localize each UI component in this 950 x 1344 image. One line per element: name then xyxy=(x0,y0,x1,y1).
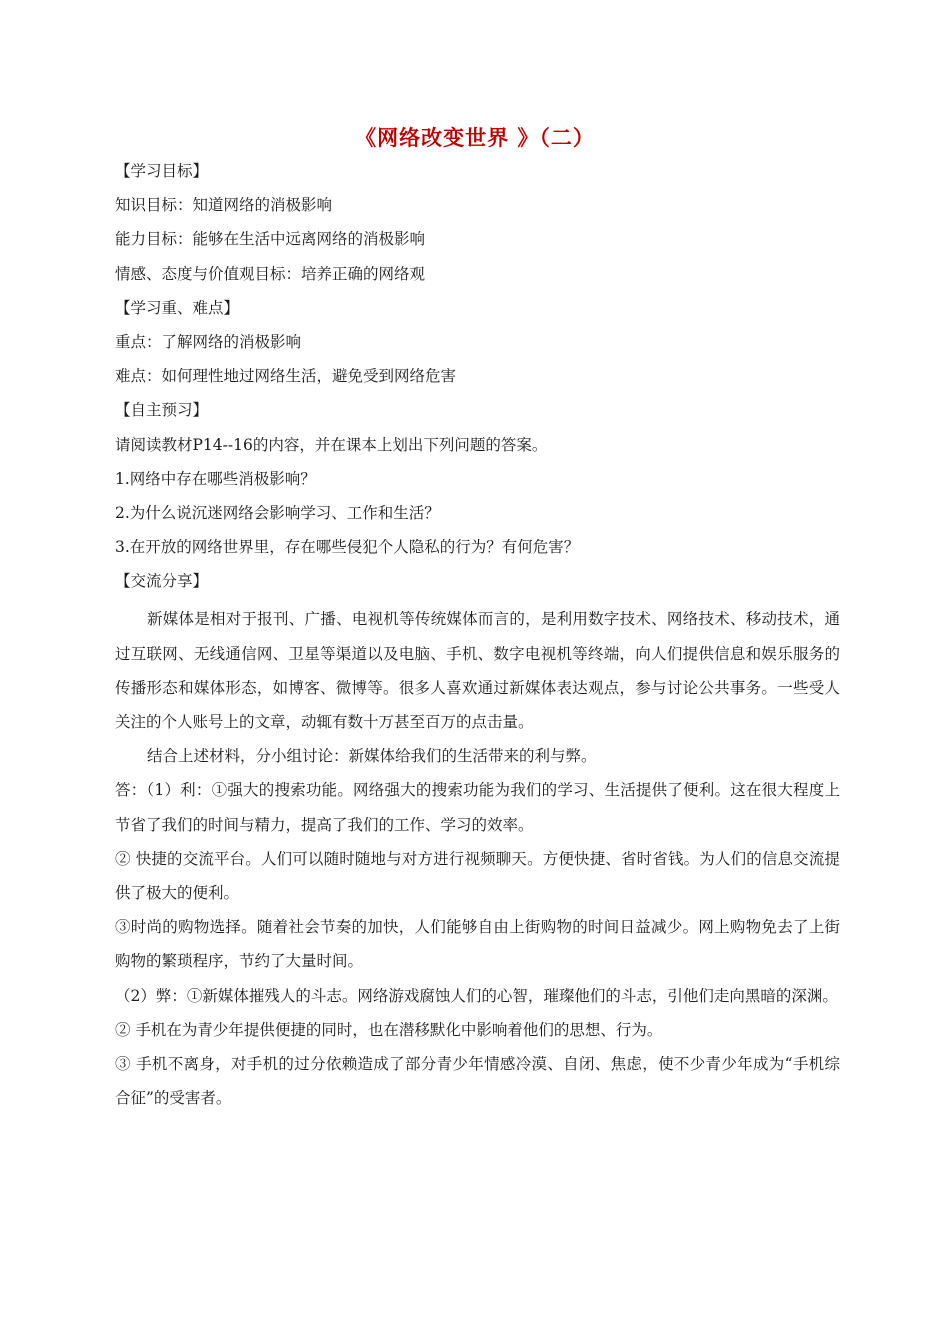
material-paragraph: 新媒体是相对于报刊、广播、电视机等传统媒体而言的，是利用数字技术、网络技术、移动技术，通过互联网、无线通信网、卫星等渠道以及电脑、手机、数字电视机等终端，向人们提供信息和娱乐服务的传播形态和媒体形态，如博客、微博等。很多人喜欢通过新媒体表达观点，参与讨论公共事务。一些受人关注的个人账号上的文章，动辄有数十万甚至百万的点击量。 xyxy=(115,610,840,732)
answer-drawback-1: （2）弊：①新媒体摧残人的斗志。网络游戏腐蚀人们的心智，璀璨他们的斗志，引他们走向黑暗的深渊。 xyxy=(115,986,838,1005)
key-points-heading: 【学习重、难点】 xyxy=(115,298,240,317)
knowledge-objective: 知识目标：知道网络的消极影响 xyxy=(115,196,333,215)
answer-drawback-2: ② 手机在为青少年提供便捷的同时，也在潜移默化中影响着他们的思想、行为。 xyxy=(115,1020,663,1039)
answer-benefit-3: ③时尚的购物选择。随着社会节奏的加快，人们能够自由上街购物的时间日益减少。网上购物免去了上街购物的繁琐程序，节约了大量时间。 xyxy=(115,918,840,971)
attitude-objective: 情感、态度与价值观目标：培养正确的网络观 xyxy=(115,264,426,283)
difficulty-point: 难点：如何理性地过网络生活，避免受到网络危害 xyxy=(115,367,457,386)
key-point: 重点：了解网络的消极影响 xyxy=(115,332,302,351)
discussion-task: 结合上述材料，分小组讨论：新媒体给我们的生活带来的利与弊。 xyxy=(147,747,597,766)
answer-benefit-2: ② 快捷的交流平台。人们可以随时随地与对方进行视频聊天。方便快捷、省时省钱。为人们的信息交流提供了极大的便利。 xyxy=(115,849,840,903)
objectives-heading: 【学习目标】 xyxy=(115,162,209,180)
preview-question-2: 2.为什么说沉迷网络会影响学习、工作和生活？ xyxy=(115,503,440,522)
answer-benefit-1: 答：（1）利：①强大的搜索功能。网络强大的搜索功能为我们的学习、生活提供了便利。这在很大程度上节省了我们的时间与精力，提高了我们的工作、学习的效率。 xyxy=(115,781,840,834)
ability-objective: 能力目标：能够在生活中远离网络的消极影响 xyxy=(115,230,426,249)
share-heading: 【交流分享】 xyxy=(115,572,209,591)
document-body xyxy=(115,158,840,1115)
document-title: 《网络改变世界 》（二） xyxy=(355,126,595,150)
preview-heading: 【自主预习】 xyxy=(115,401,209,420)
preview-question-1: 1.网络中存在哪些消极影响？ xyxy=(115,469,316,488)
preview-question-3: 3.在开放的网络世界里，存在哪些侵犯个人隐私的行为？有何危害？ xyxy=(115,538,580,557)
answer-drawback-3: ③ 手机不离身，对手机的过分依赖造成了部分青少年情感冷漠、自闭、焦虑，使不少青少年成为“手机综合征”的受害者。 xyxy=(115,1055,840,1108)
preview-instruction: 请阅读教材P14--16的内容，并在课本上划出下列问题的答案。 xyxy=(115,435,548,454)
